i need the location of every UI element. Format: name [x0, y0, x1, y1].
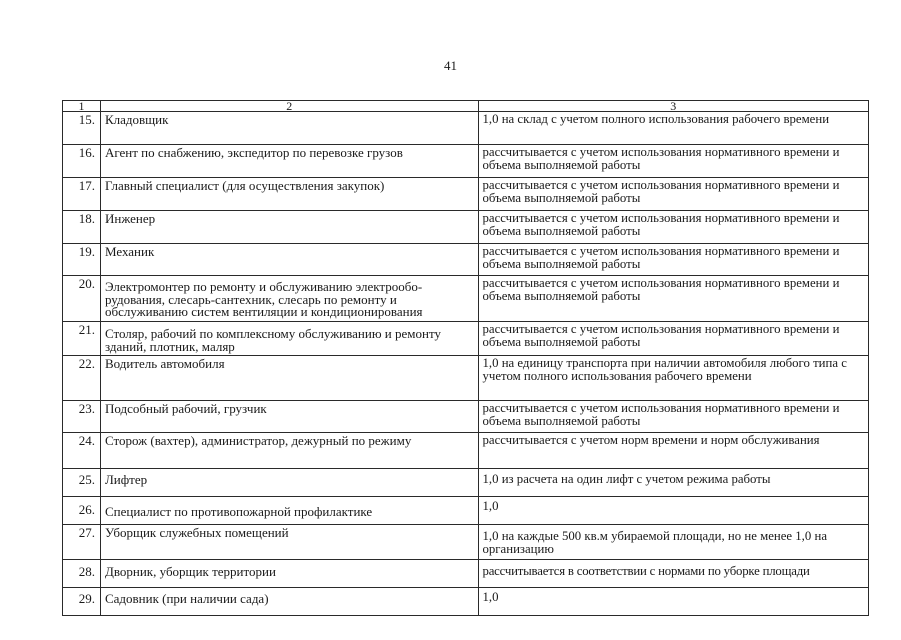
staffing-norm-text: 1,0 на каждые 500 кв.м убираемой площади, но не менее 1,0 на организацию — [482, 528, 828, 556]
row-number: 28. — [63, 559, 101, 587]
position-name: Садовник (при наличии сада) — [100, 587, 478, 615]
table-row — [63, 145, 869, 178]
row-number: 17. — [63, 178, 101, 211]
table-row — [63, 496, 869, 524]
table-row — [63, 400, 869, 432]
staffing-norm — [478, 211, 869, 244]
staffing-norm-text: рассчитывается в соответствии с нормами по уборке площади — [482, 563, 810, 578]
position-name: Агент по снабжению, экспедитор по перевозке грузов — [100, 145, 478, 178]
position-name: Электромонтер по ремонту и обслуживанию электрообо-рудования, слесарь-сантехник, слесарь по ремонту и обслуживанию систем вентиляции и кондиционирования — [100, 276, 478, 322]
row-number: 27. — [63, 524, 101, 559]
staffing-norm-text: рассчитывается с учетом использования нормативного времени и объема выполняемой работы — [482, 211, 840, 238]
table-row — [63, 321, 869, 355]
row-number: 24. — [63, 432, 101, 468]
staffing-norm-text: 1,0 из расчета на один лифт с учетом режима работы — [482, 471, 771, 486]
page-number: 41 — [444, 58, 457, 73]
position-name: Водитель автомобиля — [100, 355, 478, 400]
header-col-1: 1 — [63, 101, 101, 112]
position-name: Сторож (вахтер), администратор, дежурный по режиму — [100, 432, 478, 468]
position-name: Уборщик служебных помещений — [100, 524, 478, 559]
staffing-norm-text: 1,0 — [482, 498, 499, 513]
table-row — [63, 112, 869, 145]
table-row — [63, 432, 869, 468]
staffing-norm — [478, 559, 869, 587]
staffing-norm-text: рассчитывается с учетом использования нормативного времени и объема выполняемой работы — [482, 321, 840, 349]
position-name: Дворник, уборщик территории — [100, 559, 478, 587]
row-number: 22. — [63, 355, 101, 400]
position-name: Механик — [100, 244, 478, 276]
staffing-norm-text: 1,0 — [482, 589, 499, 604]
row-number: 23. — [63, 400, 101, 432]
staffing-norms-table — [62, 100, 869, 616]
staffing-norm-text: 1,0 на единицу транспорта при наличии автомобиля любого типа с учетом полного использования рабочего времени — [482, 355, 847, 383]
position-name: Столяр, рабочий по комплексному обслуживанию и ремонту зданий, плотник, маляр — [100, 321, 478, 355]
header-col-3: 3 — [478, 101, 869, 112]
position-name: Главный специалист (для осуществления закупок) — [100, 178, 478, 211]
staffing-norm-text: рассчитывается с учетом использования нормативного времени и объема выполняемой работы — [482, 178, 840, 205]
row-number: 18. — [63, 211, 101, 244]
staffing-norm — [478, 496, 869, 524]
staffing-norm — [478, 178, 869, 211]
staffing-norm — [478, 432, 869, 468]
staffing-norm — [478, 321, 869, 355]
staffing-norm-text: рассчитывается с учетом использования нормативного времени и объема выполняемой работы — [482, 400, 840, 428]
staffing-norm — [478, 400, 869, 432]
table-row — [63, 559, 869, 587]
header-col-2: 2 — [100, 101, 478, 112]
staffing-norm — [478, 276, 869, 322]
row-number: 20. — [63, 276, 101, 322]
table-row — [63, 524, 869, 559]
row-number: 25. — [63, 468, 101, 496]
row-number: 19. — [63, 244, 101, 276]
row-number: 15. — [63, 112, 101, 145]
staffing-norm — [478, 587, 869, 615]
position-name: Специалист по противопожарной профилактике — [100, 496, 478, 524]
row-number: 16. — [63, 145, 101, 178]
row-number: 21. — [63, 321, 101, 355]
table-header-row — [63, 101, 869, 112]
table-row — [63, 276, 869, 322]
staffing-norm — [478, 112, 869, 145]
position-name: Инженер — [100, 211, 478, 244]
position-name: Подсобный рабочий, грузчик — [100, 400, 478, 432]
staffing-norm — [478, 145, 869, 178]
row-number: 29. — [63, 587, 101, 615]
staffing-norm-text: рассчитывается с учетом использования нормативного времени и объема выполняемой работы — [482, 145, 840, 172]
table-row — [63, 355, 869, 400]
table-row — [63, 587, 869, 615]
table-row — [63, 244, 869, 276]
position-name: Лифтер — [100, 468, 478, 496]
staffing-norm — [478, 524, 869, 559]
staffing-norm — [478, 468, 869, 496]
row-number: 26. — [63, 496, 101, 524]
table-row — [63, 178, 869, 211]
staffing-norm-text: рассчитывается с учетом использования нормативного времени и объема выполняемой работы — [482, 276, 840, 303]
position-name: Кладовщик — [100, 112, 478, 145]
staffing-norm-text: 1,0 на склад с учетом полного использования рабочего времени — [482, 112, 830, 126]
staffing-norm — [478, 355, 869, 400]
staffing-norm-text: рассчитывается с учетом норм времени и норм обслуживания — [482, 432, 820, 447]
table-row — [63, 468, 869, 496]
staffing-norm-text: рассчитывается с учетом использования нормативного времени и объема выполняемой работы — [482, 244, 840, 271]
staffing-norm — [478, 244, 869, 276]
table-row — [63, 211, 869, 244]
